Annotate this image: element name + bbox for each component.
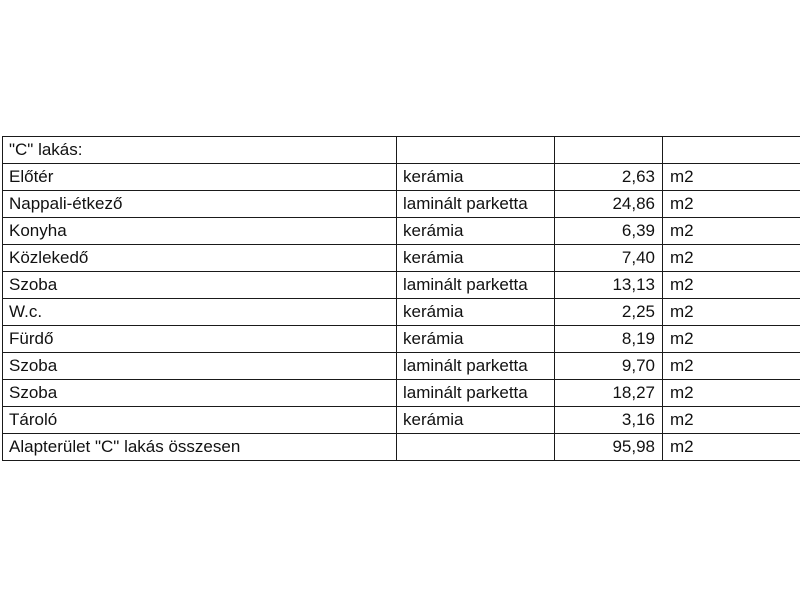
area-unit: m2: [663, 245, 800, 272]
floor-type: laminált parketta: [397, 380, 555, 407]
empty-cell: [663, 137, 800, 164]
area-unit: m2: [663, 407, 800, 434]
empty-cell: [397, 434, 555, 461]
total-area: 95,98: [555, 434, 663, 461]
table-row: [3, 191, 800, 218]
area-unit: m2: [663, 218, 800, 245]
area-unit: m2: [663, 353, 800, 380]
room-name: Szoba: [3, 272, 397, 299]
room-area: 6,39: [555, 218, 663, 245]
floor-type: kerámia: [397, 407, 555, 434]
area-unit: m2: [663, 164, 800, 191]
floor-area-table: [2, 136, 800, 461]
floor-type: kerámia: [397, 164, 555, 191]
room-area: 18,27: [555, 380, 663, 407]
table-row: [3, 326, 800, 353]
floor-type: laminált parketta: [397, 353, 555, 380]
room-area: 2,63: [555, 164, 663, 191]
floor-type: kerámia: [397, 326, 555, 353]
total-label: Alapterület "C" lakás összesen: [3, 434, 397, 461]
area-unit: m2: [663, 326, 800, 353]
table-row: [3, 164, 800, 191]
table-row: [3, 353, 800, 380]
room-name: Előtér: [3, 164, 397, 191]
empty-cell: [397, 137, 555, 164]
empty-cell: [555, 137, 663, 164]
table-row: [3, 245, 800, 272]
table-row: [3, 407, 800, 434]
floor-type: laminált parketta: [397, 272, 555, 299]
floor-area-sheet: [2, 136, 800, 461]
room-area: 8,19: [555, 326, 663, 353]
room-area: 7,40: [555, 245, 663, 272]
table-row: [3, 218, 800, 245]
room-area: 3,16: [555, 407, 663, 434]
table-heading-row: [3, 137, 800, 164]
area-unit: m2: [663, 380, 800, 407]
room-name: Közlekedő: [3, 245, 397, 272]
room-name: Szoba: [3, 380, 397, 407]
table-row: [3, 380, 800, 407]
floor-type: kerámia: [397, 218, 555, 245]
room-name: Tároló: [3, 407, 397, 434]
room-name: Szoba: [3, 353, 397, 380]
floor-type: laminált parketta: [397, 191, 555, 218]
table-row: [3, 299, 800, 326]
room-name: Fürdő: [3, 326, 397, 353]
area-unit: m2: [663, 191, 800, 218]
room-area: 2,25: [555, 299, 663, 326]
area-unit: m2: [663, 299, 800, 326]
room-name: Nappali-étkező: [3, 191, 397, 218]
total-row: [3, 434, 800, 461]
room-name: Konyha: [3, 218, 397, 245]
room-area: 24,86: [555, 191, 663, 218]
table-row: [3, 272, 800, 299]
room-name: W.c.: [3, 299, 397, 326]
floor-type: kerámia: [397, 245, 555, 272]
area-unit: m2: [663, 272, 800, 299]
apartment-title: "C" lakás:: [3, 137, 397, 164]
room-area: 9,70: [555, 353, 663, 380]
floor-type: kerámia: [397, 299, 555, 326]
room-area: 13,13: [555, 272, 663, 299]
total-unit: m2: [663, 434, 800, 461]
